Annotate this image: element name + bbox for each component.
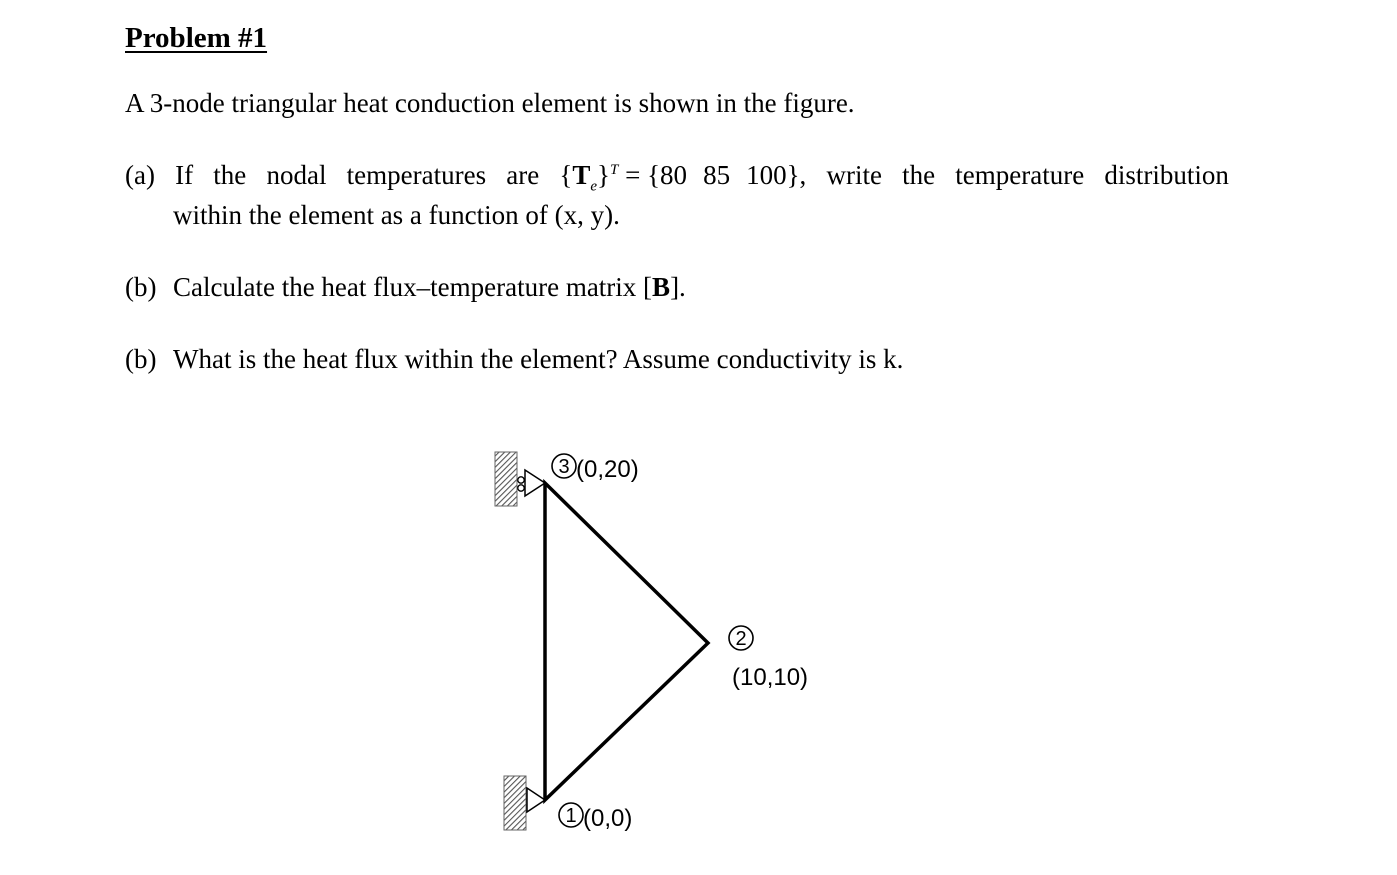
part-a-word: If xyxy=(175,160,194,190)
node-1-coord: (0,0) xyxy=(583,805,633,832)
part-a-word: the xyxy=(213,160,247,190)
node-2-coord: (10,10) xyxy=(732,664,809,691)
node-3 xyxy=(552,454,639,483)
problem-intro: A 3-node triangular heat conduction element is shown in the figure. xyxy=(125,88,855,118)
problem-title: Problem #1 xyxy=(125,22,268,54)
part-a-word: distribution xyxy=(1104,160,1229,190)
part-a-label: (a) xyxy=(125,160,155,190)
node-2 xyxy=(729,626,808,691)
node-1-id: 1 xyxy=(565,805,577,827)
node-3-id: 3 xyxy=(558,456,570,478)
node-2-id: 2 xyxy=(735,628,747,650)
part-b-text: Calculate the heat flux–temperature matrix [ xyxy=(173,272,653,302)
part-a-word: write xyxy=(826,160,882,190)
wall-support-top xyxy=(495,452,545,506)
triangle-element xyxy=(545,483,708,800)
part-a-word: the xyxy=(902,160,936,190)
node-3-coord: (0,20) xyxy=(576,456,639,483)
part-b-end: ]. xyxy=(670,272,686,302)
part-a-line-2: within the element as a function of (x, y). xyxy=(173,200,620,230)
part-c-text: What is the heat flux within the element? Assume conductivity is k. xyxy=(173,344,904,374)
wall-support-bottom xyxy=(504,776,545,830)
node-1 xyxy=(559,803,632,832)
part-a-word: temperature xyxy=(955,160,1085,190)
temperature-vector-expression: $\{T_e\}^T = \{80$ 85 100}, xyxy=(559,160,807,195)
part-b-matrix-symbol: B xyxy=(652,272,671,302)
part-a-word: temperatures xyxy=(346,160,487,190)
part-b-label: (b) xyxy=(125,272,157,302)
part-c-label: (b) xyxy=(125,344,157,374)
part-a-word: are xyxy=(506,160,540,190)
part-a-word: nodal xyxy=(266,160,327,190)
